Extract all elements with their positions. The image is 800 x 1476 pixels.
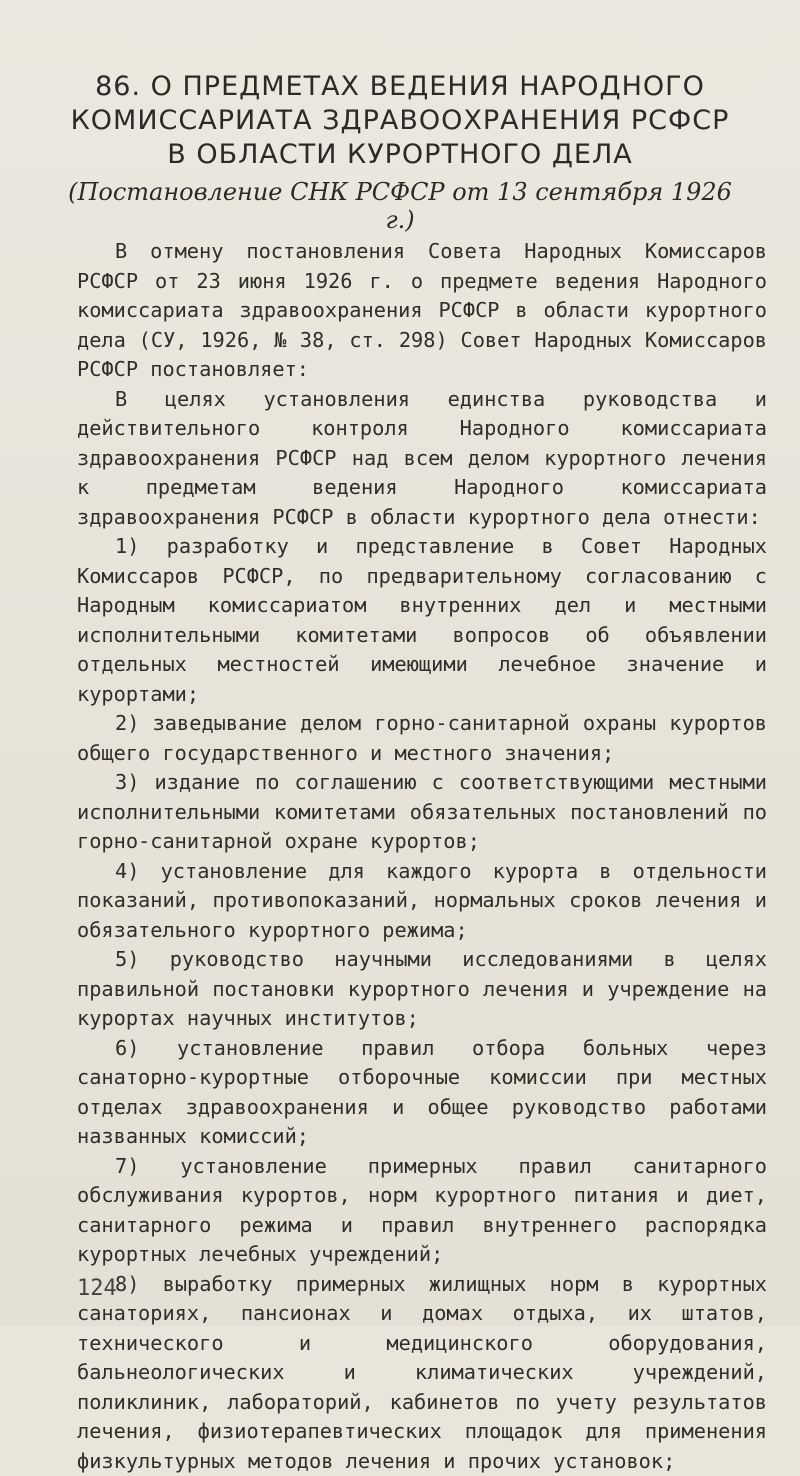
document-title: [60, 70, 740, 172]
paragraph-item-6: 6) установление правил отбора больных через санаторно-курортные отборочные комиссии при местных отделах здравоохранения и общее руководство работами названных комиссий;: [77, 1034, 767, 1152]
paragraph-item-7: 7) установление примерных правил санитарного обслуживания курортов, норм курортного питания и диет, санитарного режима и правил внутреннего распорядка курортных лечебных учреждений;: [77, 1152, 767, 1270]
title-line-1: 86. О ПРЕДМЕТАХ ВЕДЕНИЯ НАРОДНОГО: [60, 70, 740, 104]
paragraph-intro: В целях установления единства руководства и действительного контроля Народного комиссариата здравоохранения РСФСР над всем делом курортного лечения к предметам ведения Народного комиссариата здравоохранения РСФСР в области курортного дела отнести:: [77, 385, 767, 533]
paragraph-item-2: 2) заведывание делом горно-санитарной охраны курортов общего государственного и местного значения;: [77, 709, 767, 768]
paragraph-item-4: 4) установление для каждого курорта в отдельности показаний, противопоказаний, нормальных сроков лечения и обязательного курортного режима;: [77, 857, 767, 946]
paragraph-item-3: 3) издание по соглашению с соответствующими местными исполнительными комитетами обязательных постановлений по горно-санитарной охране курортов;: [77, 768, 767, 857]
title-line-2: КОМИССАРИАТА ЗДРАВООХРАНЕНИЯ РСФСР: [60, 104, 740, 138]
title-line-3: В ОБЛАСТИ КУРОРТНОГО ДЕЛА: [60, 138, 740, 172]
paragraph-item-8: 8) выработку примерных жилищных норм в курортных санаториях, пансионах и домах отдыха, их штатов, технического и медицинского оборудования, бальнеологических и климатических учреждений, поликлиник, лабораторий, кабинетов по учету результатов лечения, физиотерапевтических площадок для применения физкультурных методов лечения и прочих установок;: [77, 1270, 767, 1476]
paragraph-item-1: 1) разработку и представление в Совет Народных Комиссаров РСФСР, по предварительному согласованию с Народным комиссариатом внутренних дел и местными исполнительными комитетами вопросов об объявлении отдельных местностей имеющими лечебное значение и курортами;: [77, 532, 767, 709]
paragraph-item-5: 5) руководство научными исследованиями в целях правильной постановки курортного лечения и учреждение на курортах научных институтов;: [77, 945, 767, 1034]
document-body: [77, 237, 767, 1476]
document-subtitle: (Постановление СНК РСФСР от 13 сентября 1926 г.): [60, 178, 740, 234]
paragraph-preamble: В отмену постановления Совета Народных Комиссаров РСФСР от 23 июня 1926 г. о предмете ведения Народного комиссариата здравоохранения РСФСР в области курортного дела (СУ, 1926, № 38, ст. 298) Совет Народных Комиссаров РСФСР постановляет:: [77, 237, 767, 385]
page-number: 124: [77, 1276, 117, 1301]
